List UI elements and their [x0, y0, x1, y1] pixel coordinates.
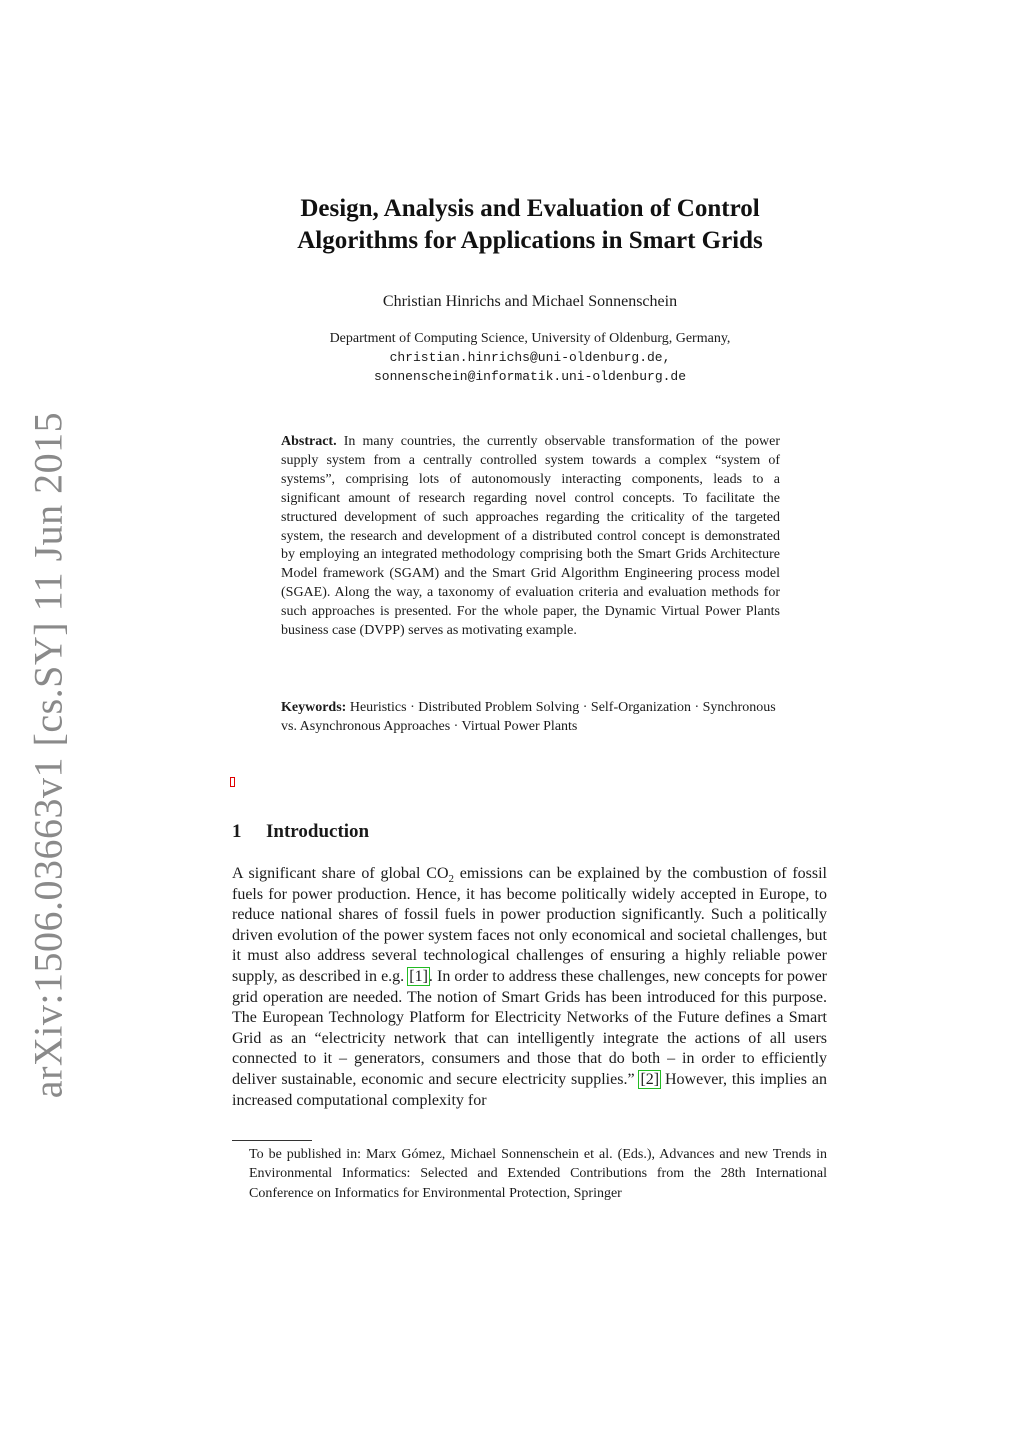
abstract-text: In many countries, the currently observable transformation of the power supply system from a centrally controlled system towards a complex “system of systems”, comprising lots of autonomously interacting components, leads to a significant amount of research regarding novel control concepts. To facilitate the structured development of such approaches regarding the criticality of the targeted system, the research and development of a distributed control concept is demonstrated by employing an integrated methodology comprising both the Smart Grids Architecture Model framework (SGAM) and the Smart Grid Algorithm Engineering process model (SGAE). Along the way, a taxonomy of evaluation criteria and evaluation methods for such approaches is presented. For the whole paper, the Dynamic Virtual Power Plants business case (DVPP) serves as motivating example. [281, 434, 780, 639]
title-line-1: Design, Analysis and Evaluation of Control [300, 195, 760, 222]
authors: Christian Hinrichs and Michael Sonnenschein [382, 293, 678, 310]
citation-link-2[interactable]: [2] [640, 1070, 660, 1088]
section-number: 1 [232, 821, 242, 842]
section-heading [232, 820, 369, 844]
abstract-label: Abstract. [281, 434, 337, 449]
keywords-label: Keywords: [281, 700, 347, 715]
paper-title [232, 193, 828, 257]
intro-paragraph [232, 864, 827, 1111]
affiliation [232, 329, 828, 386]
footnote-divider [232, 1140, 312, 1141]
intro-text-a: A significant share of global CO [232, 865, 449, 882]
intro-text-d: However, this implies an increased computational complexity for [232, 1070, 827, 1109]
department: Department of Computing Science, University of Oldenburg, Germany, [329, 331, 731, 346]
citation-link-1[interactable]: [1] [409, 967, 428, 985]
abstract [281, 433, 780, 641]
section-title: Introduction [266, 821, 370, 842]
title-line-2: Algorithms for Applications in Smart Grids [297, 227, 763, 254]
intro-text-b: emissions can be explained by the combustion of fossil fuels for power production. Hence, it has become politically widely accepted in Europe, to reduce national shares of fossil fuels in power production significantly. Such a politically driven evolution of the power system faces not only economical and societal challenges, but it must also address several technological challenges of ensuring a highly reliable power supply, as described in e.g. [232, 865, 827, 985]
keywords [281, 698, 780, 736]
footnote: To be published in: Marx Gómez, Michael Sonnenschein et al. (Eds.), Advances and new Trends in Environmental Informatics: Selected and Extended Contributions from the 28th International Conference on Informatics for Environmental Protection, Springer [249, 1147, 827, 1201]
arxiv-stamp: arXiv:1506.03663v1 [cs.SY] 11 Jun 2015 [25, 411, 71, 1099]
keywords-text: Heuristics · Distributed Problem Solving · Self-Organization · Synchronous vs. Asynchronous Approaches · Virtual Power Plants [281, 700, 776, 734]
co2-subscript: 2 [448, 873, 454, 886]
intro-text-c: . In order to address these challenges, new concepts for power grid operation are needed. The notion of Smart Grids has been introduced for this purpose. The European Technology Platform for Electricity Networks of the Future defines a Smart Grid as an “electricity network that can intelligently integrate the actions of all users connected to it – generators, consumers and those that do both – in order to efficiently deliver sustainable, economic and secure electricity supplies.” [232, 967, 828, 1088]
email-2[interactable]: sonnenschein@informatik.uni-oldenburg.de [373, 369, 687, 384]
email-1[interactable]: christian.hinrichs@uni-oldenburg.de, [389, 350, 671, 365]
link-marker[interactable] [230, 777, 235, 787]
